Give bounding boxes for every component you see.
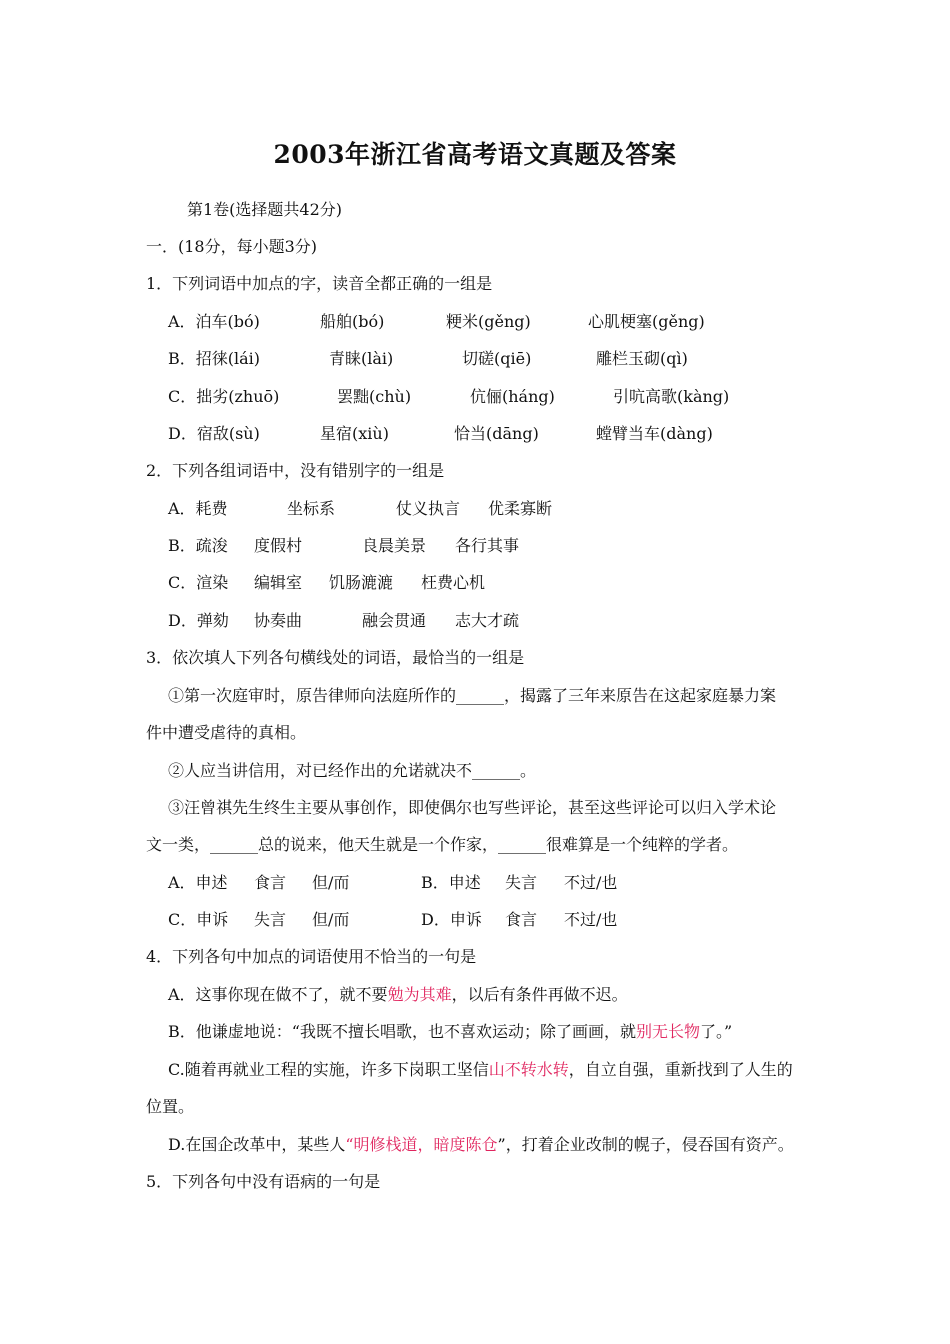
q1-option-a-3: 粳米(gěng): [446, 312, 531, 331]
q3-option-c-1: C．申诉: [168, 910, 229, 929]
q2-option-d-2: 协奏曲: [254, 611, 303, 630]
q3-option-d-1: D．申诉: [421, 910, 482, 929]
part-heading: 一．(18分，每小题3分): [146, 237, 318, 256]
q2-option-d-1: D．弹劾: [168, 611, 229, 630]
question-2-stem: 2．下列各组词语中，没有错别字的一组是: [146, 461, 445, 480]
q4-option-c-cont: 位置。: [146, 1097, 195, 1116]
q3-option-b-1: B．申述: [421, 873, 481, 892]
q4-b-text-end: 了。”: [699, 1022, 733, 1041]
q1-option-b-2: 青睐(lài): [329, 349, 394, 368]
q1-option-d-4: 螳臂当车(dàng): [596, 424, 713, 443]
q1-option-a-4: 心肌梗塞(gěng): [588, 312, 705, 331]
q4-a-text: A．这事你现在做不了，就不要: [168, 985, 388, 1004]
q3-option-a-2: 食言: [254, 873, 287, 892]
q3-option-a-3: 但/而: [312, 873, 350, 892]
q4-option-c: [168, 1059, 793, 1081]
q3-sentence-1-cont: 件中遭受虐待的真相。: [146, 723, 307, 742]
q4-option-b: [168, 1021, 732, 1043]
q4-a-text-end: ，以后有条件再做不迟。: [451, 985, 628, 1004]
q1-option-b-3: 切磋(qiē): [462, 349, 532, 368]
question-1-stem: 1．下列词语中加点的字，读音全都正确的一组是: [146, 274, 493, 293]
question-4-stem: 4．下列各句中加点的词语使用不恰当的一句是: [146, 947, 477, 966]
q1-option-c-2: 罢黜(chù): [337, 387, 412, 406]
q4-d-text-end: ”，打着企业改制的幌子，侵吞国有资产。: [497, 1135, 794, 1154]
document-title: 2003年浙江省高考语文真题及答案: [273, 140, 677, 169]
q3-sentence-3-cont: 文一类，______总的说来，他天生就是一个作家，______很难算是一个纯粹的学者。: [146, 835, 739, 854]
q4-b-text: B．他谦虚地说：“我既不擅长唱歌，也不喜欢运动；除了画画，就: [168, 1022, 636, 1041]
q2-option-a-1: A．耗费: [168, 499, 228, 518]
q2-option-d-4: 志大才疏: [455, 611, 520, 630]
question-3-stem: 3．依次填人下列各句横线处的词语，最恰当的一组是: [146, 648, 525, 667]
q2-option-c-4: 枉费心机: [421, 573, 486, 592]
q3-sentence-3: ③汪曾祺先生终生主要从事创作，即使偶尔也写些评论，甚至这些评论可以归入学术论: [168, 798, 777, 817]
q2-option-c-3: 饥肠漉漉: [329, 573, 394, 592]
q4-d-highlight: “明修栈道，暗度陈仓: [345, 1135, 498, 1154]
q1-option-c-1: C．拙劣(zhuō): [168, 387, 280, 406]
q4-c-highlight: 山不转水转: [488, 1060, 569, 1079]
q1-option-a-1: A．泊车(bó): [168, 312, 260, 331]
q1-option-d-1: D．宿敌(sù): [168, 424, 260, 443]
q4-c-text-end: ，自立自强，重新找到了人生的: [568, 1060, 793, 1079]
q4-b-highlight: 别无长物: [635, 1022, 700, 1041]
q3-option-c-2: 失言: [254, 910, 287, 929]
q4-option-a: [168, 984, 628, 1006]
q1-option-d-2: 星宿(xiù): [320, 424, 389, 443]
q2-option-a-4: 优柔寡断: [488, 499, 553, 518]
q2-option-c-2: 编辑室: [254, 573, 303, 592]
q1-option-c-4: 引吭高歌(kàng): [613, 387, 730, 406]
q2-option-b-2: 度假村: [254, 536, 303, 555]
q3-option-b-2: 失言: [505, 873, 538, 892]
q3-sentence-1: ①第一次庭审时，原告律师向法庭所作的______，揭露了三年来原告在这起家庭暴力案: [168, 686, 777, 705]
q2-option-a-3: 仗义执言: [396, 499, 461, 518]
q3-option-d-2: 食言: [505, 910, 538, 929]
q4-c-text: C.随着再就业工程的实施，许多下岗职工坚信: [168, 1060, 489, 1079]
q2-option-d-3: 融会贯通: [362, 611, 427, 630]
q3-option-a-1: A．申述: [168, 873, 228, 892]
q3-option-c-3: 但/而: [312, 910, 350, 929]
q3-option-b-3: 不过/也: [564, 873, 618, 892]
q1-option-b-4: 雕栏玉砌(qì): [596, 349, 688, 368]
q2-option-b-1: B．疏浚: [168, 536, 228, 555]
q2-option-a-2: 坐标系: [287, 499, 336, 518]
question-5-stem: 5．下列各句中没有语病的一句是: [146, 1172, 381, 1191]
q1-option-d-3: 恰当(dāng): [454, 424, 539, 443]
q2-option-c-1: C．渲染: [168, 573, 229, 592]
q3-option-d-3: 不过/也: [564, 910, 618, 929]
section-heading: 第1卷(选择题共42分): [187, 200, 343, 219]
q1-option-b-1: B．招徕(lái): [168, 349, 261, 368]
q4-option-d: [168, 1134, 794, 1156]
q1-option-c-3: 伉俪(háng): [470, 387, 555, 406]
q4-a-highlight: 勉为其难: [387, 985, 452, 1004]
q2-option-b-3: 良晨美景: [362, 536, 427, 555]
q1-option-a-2: 船舶(bó): [320, 312, 385, 331]
q4-d-text: D.在国企改革中，某些人: [168, 1135, 346, 1154]
q2-option-b-4: 各行其事: [455, 536, 520, 555]
q3-sentence-2: ②人应当讲信用，对已经作出的允诺就决不______。: [168, 761, 537, 780]
